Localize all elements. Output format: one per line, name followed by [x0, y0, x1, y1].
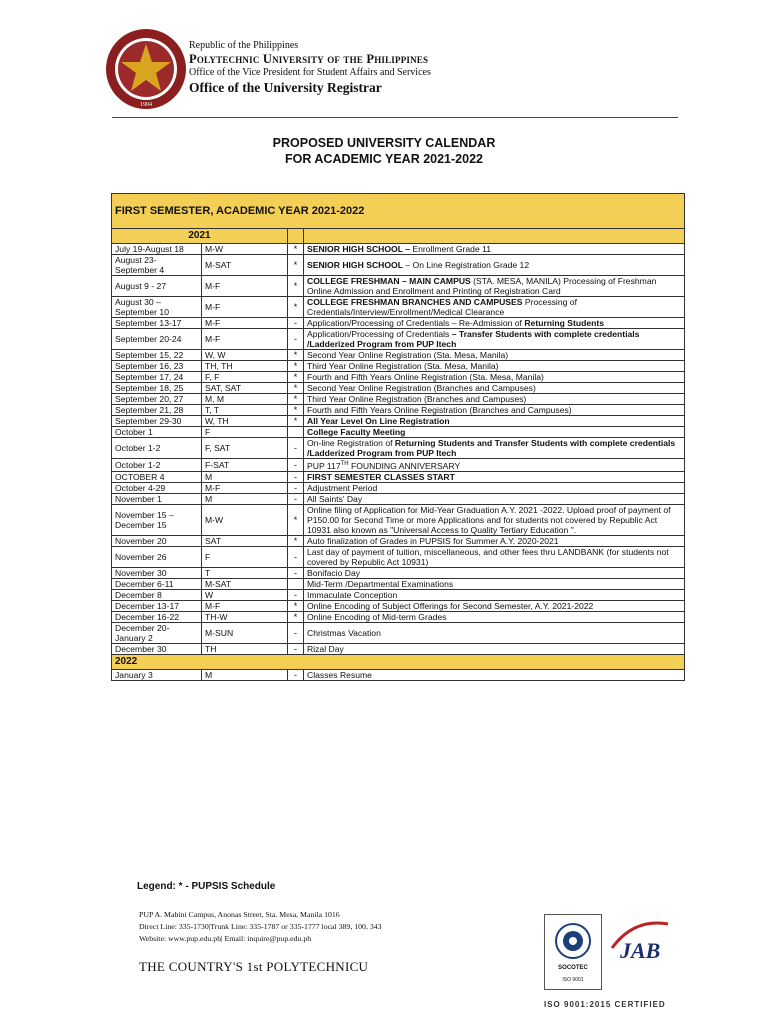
row-description [304, 383, 685, 394]
calendar-row [112, 244, 685, 255]
socotec-label: SOCOTEC [558, 965, 588, 971]
footer-address: PUP A. Mabini Campus, Anonas Street, Sta. Mesa, Manila 1016 [139, 910, 340, 919]
calendar-table [111, 193, 685, 681]
calendar-row [112, 405, 685, 416]
row-description [304, 578, 685, 589]
row-description [304, 471, 685, 482]
row-description [304, 622, 685, 643]
calendar-row [112, 546, 685, 567]
jab-icon [604, 914, 674, 964]
row-day: M-SAT [202, 578, 288, 589]
description-segment: Online Encoding of Mid-term Grades [307, 611, 447, 622]
row-date: January 3 [112, 669, 202, 680]
row-day: F [202, 427, 288, 438]
registrar-office: Office of the University Registrar [189, 80, 382, 95]
row-day: F [202, 546, 288, 567]
row-pupsis-mark: * [288, 535, 304, 546]
calendar-row [112, 438, 685, 459]
calendar-row [112, 504, 685, 535]
row-day: M-F [202, 600, 288, 611]
calendar-row [112, 600, 685, 611]
description-segment: Adjustment Period [307, 482, 378, 493]
calendar-row [112, 350, 685, 361]
row-description [304, 546, 685, 567]
row-pupsis-mark: * [288, 297, 304, 318]
calendar-row [112, 329, 685, 350]
calendar-row [112, 383, 685, 394]
description-segment: Classes Resume [307, 669, 372, 680]
calendar-row [112, 578, 685, 589]
row-pupsis-mark: * [288, 383, 304, 394]
description-segment: – On Line Registration Grade 12 [402, 260, 530, 270]
row-date: July 19-August 18 [112, 244, 202, 255]
row-description [304, 276, 685, 297]
row-pupsis-mark: * [288, 600, 304, 611]
republic-line: Republic of the Philippines [189, 40, 299, 51]
row-day: TH [202, 643, 288, 654]
calendar-row [112, 297, 685, 318]
row-day: M-F [202, 318, 288, 329]
calendar-row [112, 482, 685, 493]
calendar-row [112, 361, 685, 372]
seal-year: 1904 [140, 102, 152, 108]
row-description [304, 372, 685, 383]
footer-phone: Direct Line: 335-1730|Trunk Line: 335-1787 or 335-1777 local 389, 100, 343 [139, 922, 382, 931]
row-description [304, 361, 685, 372]
description-segment: Fourth and Fifth Years Online Registration (Branches and Campuses) [307, 405, 572, 415]
row-day: SAT, SAT [202, 383, 288, 394]
row-date: October 4-29 [112, 482, 202, 493]
row-date: October 1-2 [112, 459, 202, 472]
row-pupsis-mark: * [288, 372, 304, 383]
svg-text:JAB: JAB [620, 938, 661, 963]
row-date: September 18, 25 [112, 383, 202, 394]
row-pupsis-mark: * [288, 504, 304, 535]
iso-certified-text: ISO 9001:2015 CERTIFIED [544, 1000, 666, 1009]
row-date: December 20-January 2 [112, 622, 202, 643]
row-day: M [202, 471, 288, 482]
row-pupsis-mark: - [288, 589, 304, 600]
description-segment: Fourth and Fifth Years Online Registration (Sta. Mesa, Manila) [307, 372, 544, 382]
row-day: W [202, 589, 288, 600]
row-description [304, 405, 685, 416]
row-pupsis-mark: - [288, 329, 304, 350]
row-pupsis-mark: - [288, 567, 304, 578]
row-day: M-W [202, 504, 288, 535]
row-day: F, F [202, 372, 288, 383]
row-pupsis-mark: - [288, 622, 304, 643]
description-segment: Last day of payment of tuition, miscellaneous, and other fees thru LANDBANK (for students not covered by Republic Act 10931) [307, 546, 669, 567]
description-segment: (STA. MESA, MANILA) Processing of Freshman Online Admission and Enrollment and Printing of Registration Card [307, 276, 657, 296]
office-vp-line: Office of the Vice President for Student Affairs and Services [189, 67, 431, 78]
row-description [304, 255, 685, 276]
year-row-2021 [112, 229, 685, 244]
row-description [304, 350, 685, 361]
calendar-row [112, 318, 685, 329]
calendar-row [112, 669, 685, 680]
row-description [304, 611, 685, 622]
calendar-row [112, 535, 685, 546]
row-date: September 15, 22 [112, 350, 202, 361]
row-date: September 13-17 [112, 318, 202, 329]
calendar-row [112, 589, 685, 600]
row-description [304, 318, 685, 329]
description-segment: COLLEGE FRESHMAN – MAIN CAMPUS [307, 276, 471, 286]
description-segment: Online Encoding of Subject Offerings for Second Semester, A.Y. 2021-2022 [307, 600, 594, 611]
description-segment: Second Year Online Registration (Branches and Campuses) [307, 383, 536, 393]
socotec-certification-badge [544, 914, 602, 990]
description-segment: On-line Registration of [307, 438, 395, 448]
row-pupsis-mark [288, 427, 304, 438]
description-segment: Online filing of Application for Mid-Year Graduation A.Y. 2021 -2022. Upload proof of payment of P150.00 for Second Time or more Applications and for students not covered by Republic Act 10931 also known as "Universal Access to Quality Tertiary Education ". [307, 504, 671, 535]
calendar-row [112, 427, 685, 438]
row-description [304, 427, 685, 438]
description-segment: Returning Students and Transfer Students with complete credentials /Ladderized Program from PUP Itech [307, 438, 676, 458]
description-segment: FIRST SEMESTER CLASSES START [307, 471, 455, 482]
calendar-row [112, 416, 685, 427]
row-pupsis-mark: * [288, 394, 304, 405]
description-segment: Processing of Credentials/Interview/Enrollment/Medical Clearance [307, 297, 577, 317]
row-pupsis-mark: * [288, 244, 304, 255]
row-date: October 1-2 [112, 438, 202, 459]
page-title [0, 135, 768, 167]
description-segment: COLLEGE FRESHMAN BRANCHES AND CAMPUSES [307, 297, 523, 307]
row-date: September 16, 23 [112, 361, 202, 372]
row-pupsis-mark: - [288, 669, 304, 680]
row-date: August 23-September 4 [112, 255, 202, 276]
tagline: THE COUNTRY'S 1st POLYTECHNICU [139, 959, 369, 974]
row-day: W, TH [202, 416, 288, 427]
row-date: August 9 - 27 [112, 276, 202, 297]
description-segment: PUP 117 [307, 460, 341, 471]
footer-contact [139, 909, 382, 945]
row-date: September 17, 24 [112, 372, 202, 383]
row-date: November 26 [112, 546, 202, 567]
calendar-row [112, 255, 685, 276]
description-segment: FOUNDING ANNIVERSARY [348, 460, 461, 471]
row-pupsis-mark: - [288, 318, 304, 329]
row-day: M-W [202, 244, 288, 255]
row-description [304, 244, 685, 255]
row-date: December 6-11 [112, 578, 202, 589]
title-line-2: FOR ACADEMIC YEAR 2021-2022 [285, 152, 483, 166]
row-date: November 1 [112, 493, 202, 504]
calendar-row [112, 394, 685, 405]
semester-heading: FIRST SEMESTER, ACADEMIC YEAR 2021-2022 [112, 194, 685, 229]
row-date: December 13-17 [112, 600, 202, 611]
year-row-2022 [112, 654, 685, 669]
row-pupsis-mark: - [288, 546, 304, 567]
row-day: M, M [202, 394, 288, 405]
row-pupsis-mark: * [288, 405, 304, 416]
row-pupsis-mark: * [288, 611, 304, 622]
legend: Legend: * - PUPSIS Schedule [137, 881, 276, 892]
letterhead [189, 40, 431, 96]
row-description [304, 297, 685, 318]
row-description [304, 416, 685, 427]
description-segment: Third Year Online Registration (Sta. Mesa, Manila) [307, 361, 499, 371]
row-pupsis-mark: - [288, 459, 304, 472]
row-date: December 8 [112, 589, 202, 600]
row-pupsis-mark: * [288, 416, 304, 427]
row-description [304, 329, 685, 350]
row-date: November 15 – December 15 [112, 504, 202, 535]
row-pupsis-mark: - [288, 493, 304, 504]
footer-web: Website: www.pup.edu.ph| Email: inquire@pup.edu.ph [139, 934, 312, 943]
pup-seal-logo [104, 27, 188, 111]
calendar-row [112, 567, 685, 578]
description-segment: Application/Processing of Credentials [307, 329, 452, 339]
iso-label: ISO 9001 [562, 977, 584, 983]
calendar-row [112, 471, 685, 482]
description-segment: Auto finalization of Grades in PUPSIS for Summer A.Y. 2020-2021 [307, 535, 559, 546]
row-description [304, 493, 685, 504]
row-date: September 29-30 [112, 416, 202, 427]
description-segment: All Year Level On Line Registration [307, 416, 450, 426]
row-day: TH-W [202, 611, 288, 622]
row-pupsis-mark: * [288, 361, 304, 372]
description-segment: Mid-Term /Departmental Examinations [307, 578, 454, 589]
row-pupsis-mark: * [288, 350, 304, 361]
row-date: OCTOBER 4 [112, 471, 202, 482]
description-segment: All Saints' Day [307, 493, 363, 504]
year-label-2022: 2022 [112, 654, 685, 669]
row-date: November 20 [112, 535, 202, 546]
row-description [304, 567, 685, 578]
row-pupsis-mark: - [288, 438, 304, 459]
row-day: T [202, 567, 288, 578]
row-day: M-F [202, 329, 288, 350]
description-segment: Second Year Online Registration (Sta. Mesa, Manila) [307, 350, 509, 360]
row-date: December 16-22 [112, 611, 202, 622]
row-description [304, 535, 685, 546]
description-segment: Application/Processing of Credentials – Re-Admission of [307, 318, 525, 328]
calendar-row [112, 459, 685, 472]
row-description [304, 504, 685, 535]
row-day: F, SAT [202, 438, 288, 459]
year-label-2021: 2021 [112, 229, 288, 244]
row-date: November 30 [112, 567, 202, 578]
description-segment: SENIOR HIGH SCHOOL – [307, 244, 410, 254]
description-segment: Rizal Day [307, 643, 344, 654]
row-description [304, 600, 685, 611]
calendar-row [112, 643, 685, 654]
row-pupsis-mark: - [288, 471, 304, 482]
row-pupsis-mark [288, 578, 304, 589]
description-segment: – Transfer Students with complete credentials /Ladderized Program from PUP Itech [307, 329, 640, 349]
row-day: M-SAT [202, 255, 288, 276]
semester-heading-row [112, 194, 685, 229]
row-day: M-F [202, 297, 288, 318]
row-date: September 20-24 [112, 329, 202, 350]
description-segment: TH [340, 461, 349, 467]
row-date: December 30 [112, 643, 202, 654]
row-description [304, 669, 685, 680]
description-segment: Third Year Online Registration (Branches and Campuses) [307, 394, 527, 404]
calendar-row [112, 372, 685, 383]
row-day: M-SUN [202, 622, 288, 643]
row-description [304, 643, 685, 654]
row-day: M-F [202, 276, 288, 297]
row-date: September 20, 27 [112, 394, 202, 405]
row-date: September 21, 28 [112, 405, 202, 416]
row-day: M [202, 669, 288, 680]
row-description [304, 482, 685, 493]
description-segment: Immaculate Conception [307, 589, 398, 600]
description-segment: Bonifacio Day [307, 567, 361, 578]
calendar-row [112, 622, 685, 643]
socotec-icon [545, 915, 601, 965]
row-date: October 1 [112, 427, 202, 438]
calendar-row [112, 276, 685, 297]
row-pupsis-mark: * [288, 255, 304, 276]
title-line-1: PROPOSED UNIVERSITY CALENDAR [272, 136, 496, 150]
row-pupsis-mark: - [288, 643, 304, 654]
row-day: SAT [202, 535, 288, 546]
row-description [304, 438, 685, 459]
calendar-row [112, 493, 685, 504]
row-day: F-SAT [202, 459, 288, 472]
row-description [304, 394, 685, 405]
row-day: W, W [202, 350, 288, 361]
row-description [304, 459, 685, 472]
row-day: M-F [202, 482, 288, 493]
row-date: August 30 – September 10 [112, 297, 202, 318]
row-day: TH, TH [202, 361, 288, 372]
university-name: Polytechnic University of the Philippines [189, 52, 429, 66]
jab-accreditation-logo [604, 914, 674, 984]
row-description [304, 589, 685, 600]
row-pupsis-mark: * [288, 276, 304, 297]
description-segment: Returning Students [524, 318, 605, 328]
calendar-row [112, 611, 685, 622]
header-divider [112, 117, 678, 118]
row-day: T, T [202, 405, 288, 416]
description-segment: SENIOR HIGH SCHOOL [307, 260, 403, 270]
row-pupsis-mark: - [288, 482, 304, 493]
description-segment: Christmas Vacation [307, 627, 381, 638]
description-segment: College Faculty Meeting [307, 427, 406, 437]
row-day: M [202, 493, 288, 504]
description-segment: Enrollment Grade 11 [409, 244, 492, 254]
